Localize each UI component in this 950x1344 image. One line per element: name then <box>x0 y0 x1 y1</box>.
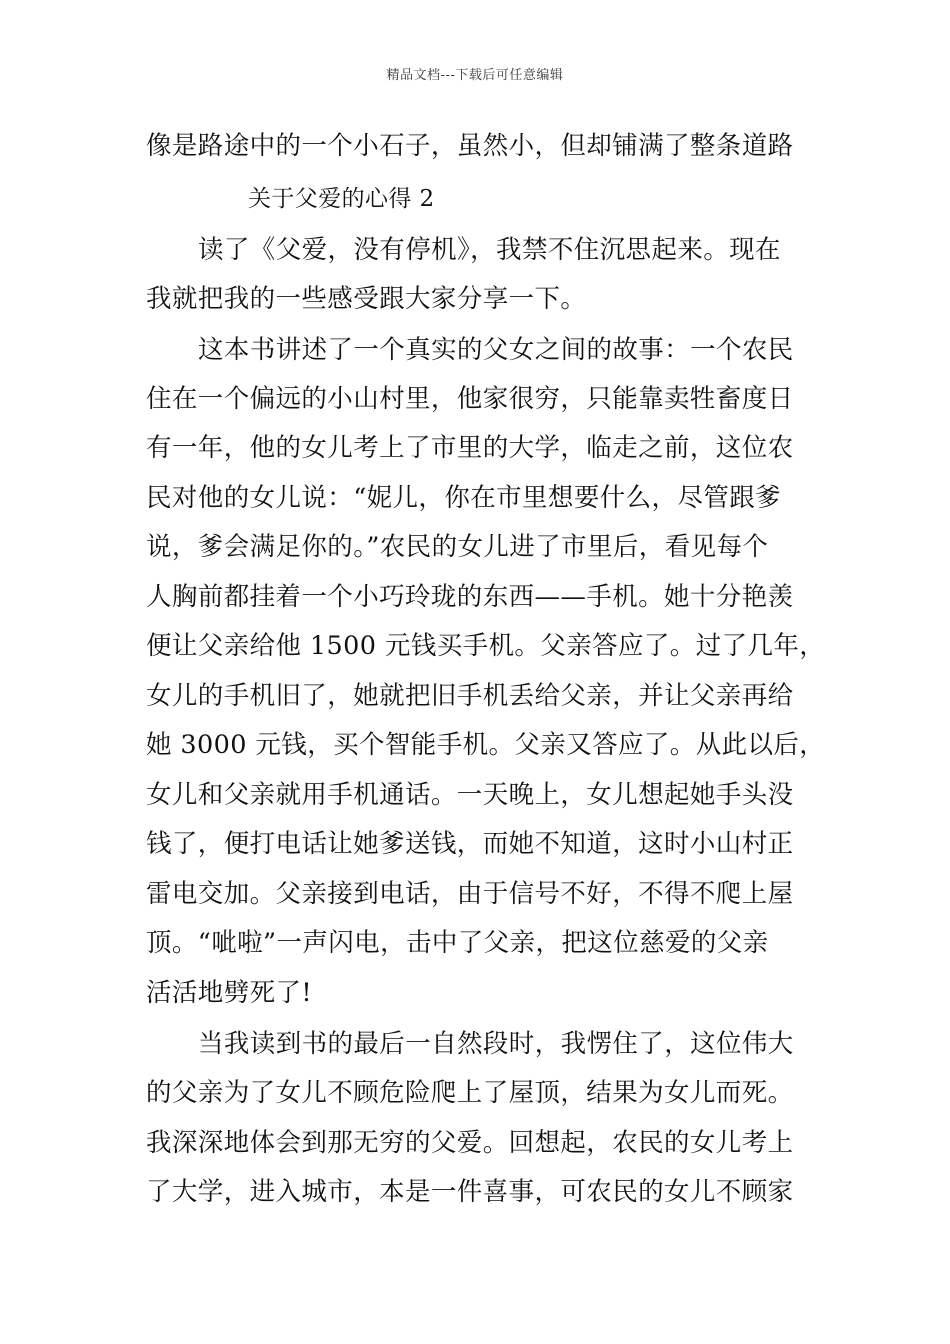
body-line: 像是路途中的一个小石子，虽然小，但却铺满了整条道路 <box>146 131 794 161</box>
body-line: 我深深地体会到那无穷的父爱。回想起，农民的女儿考上 <box>146 1128 794 1158</box>
paragraph-first-line: 这本书讲述了一个真实的父女之间的故事：一个农民 <box>198 335 794 365</box>
body-line: 我就把我的一些感受跟大家分享一下。 <box>146 284 587 314</box>
body-line: 说，爹会满足你的。”农民的女儿进了市里后，看见每个 <box>146 532 769 562</box>
section-title: 关于父爱的心得 2 <box>248 186 435 212</box>
page-header: 精品文档---下载后可任意编辑 <box>386 68 564 83</box>
paragraph-first-line: 当我读到书的最后一自然段时，我愣住了，这位伟大 <box>198 1029 794 1059</box>
body-line: 女儿和父亲就用手机通话。一天晚上，女儿想起她手头没 <box>146 780 794 810</box>
body-line: 雷电交加。父亲接到电话，由于信号不好，不得不爬上屋 <box>146 879 794 909</box>
body-line: 民对他的女儿说：“妮儿，你在市里想要什么，尽管跟爹 <box>146 483 782 513</box>
body-line: 有一年，他的女儿考上了市里的大学，临走之前，这位农 <box>146 433 794 463</box>
body-line: 住在一个偏远的小山村里，他家很穷，只能靠卖牲畜度日 <box>146 384 794 414</box>
body-line: 的父亲为了女儿不顾危险爬上了屋顶，结果为女儿而死。 <box>146 1078 794 1108</box>
body-line: 她 3000 元钱，买个智能手机。父亲又答应了。从此以后， <box>146 730 826 760</box>
body-line: 女儿的手机旧了，她就把旧手机丢给父亲，并让父亲再给 <box>146 681 794 711</box>
body-line: 顶。“呲啦”一声闪电，击中了父亲，把这位慈爱的父亲 <box>146 928 769 958</box>
body-line: 人胸前都挂着一个小巧玲珑的东西——手机。她十分艳羡 <box>146 582 794 612</box>
paragraph-first-line: 读了《父爱，没有停机》，我禁不住沉思起来。现在 <box>198 235 781 265</box>
body-line: 便让父亲给他 1500 元钱买手机。父亲答应了。过了几年， <box>146 631 826 661</box>
body-line: 活活地劈死了! <box>146 978 313 1008</box>
body-line: 了大学，进入城市，本是一件喜事，可农民的女儿不顾家 <box>146 1177 794 1207</box>
body-line: 钱了，便打电话让她爹送钱，而她不知道，这时小山村正 <box>146 829 794 859</box>
